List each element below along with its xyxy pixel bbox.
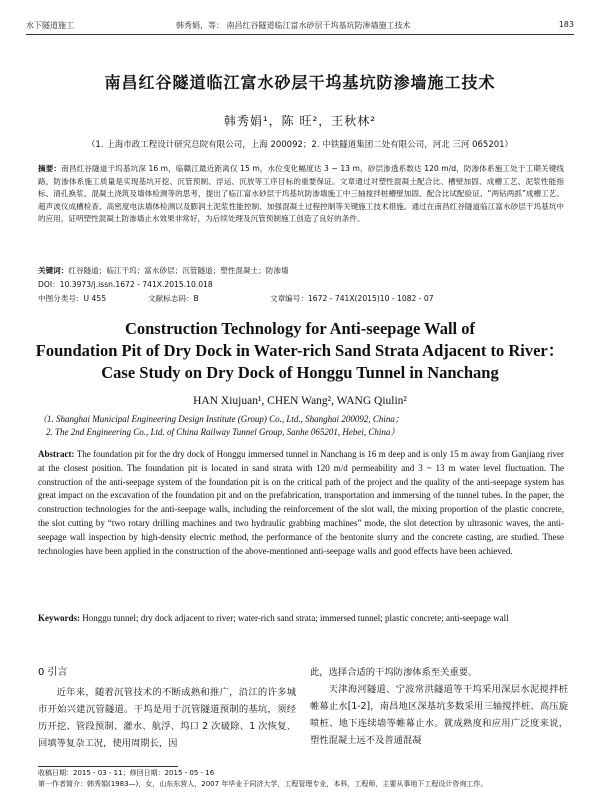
english-abstract-label: Abstract: bbox=[38, 449, 75, 459]
chinese-keywords bbox=[38, 265, 564, 276]
journal-section: 水下隧道施工 bbox=[26, 21, 74, 30]
english-keywords-label: Keywords: bbox=[38, 613, 80, 623]
running-title: 韩秀娟，等： 南昌红谷隧道临江富水砂层干坞基坑防渗墙施工技术 bbox=[176, 21, 411, 30]
clc-number: 中图分类号：U 455 bbox=[38, 294, 107, 303]
chinese-abstract-text: 南昌红谷隧道干坞基坑深 16 m，临赣江最近距离仅 15 m，水位变化幅度达 3 ~ 13 m，砂层渗透系数达 120 m/d，防渗体系施工处于工期关键线路，防渗体系施工质量是实现基坑开挖、沉管预制、浮运、沉放等工序目标的重要保证。文章通过对塑性混凝土配合比、槽壁加固、成槽工艺、泥浆性能指标、清孔换浆、混凝土浇筑及墙体检测等的思考，提出了临江富水砂层干坞基坑防渗墙施工中三轴搅拌桩槽壁加固、配合比试配验证、“两钻两抓”成槽工艺、超声波仪成槽检查、高密度电法墙体检测以及膨润土泥浆性能控制、加强混凝土过程控制等关键施工技术措施。通过在南昌红谷隧道临江富水砂层干坞基坑中的应用，证明塑性混凝土防渗墙止水效果非常好，为后续处理及沉管预制施工创造了良好的条件。 bbox=[38, 164, 565, 224]
received-date: 收稿日期：2015 - 03 - 11；修回日期：2015 - 05 - 16 bbox=[38, 769, 215, 777]
chinese-keywords-label: 关键词： bbox=[38, 266, 69, 275]
english-affiliation-line: （1. Shanghai Municipal Engineering Design Institute (Group) Co., Ltd., Shanghai 200092, China； bbox=[38, 414, 404, 424]
chinese-title: 南昌红谷隧道临江富水砂层干坞基坑防渗墙施工技术 bbox=[104, 73, 496, 92]
running-header bbox=[26, 18, 574, 34]
body-paragraph: 近年来，随着沉管技术的不断成熟和推广，沿江的许多城市开始兴建沉管隧道。干坞是用于沉管隧道预制的基坑，须经历开挖、管段预制、灌水、航浮、坞口 2 次破除、1 次恢复、回填等复杂工况，使用周期长，因 bbox=[38, 687, 296, 749]
body-paragraph: 此，选择合适的干坞防渗体系至关重要。 bbox=[310, 667, 478, 678]
english-title-line: Foundation Pit of Dry Dock in Water-rich Sand Strata Adjacent to River： bbox=[35, 341, 565, 360]
section-heading: 0 引言 bbox=[38, 667, 68, 678]
english-title bbox=[0, 318, 600, 384]
chinese-keywords-text: 红谷隧道；临江干坞；富水砂层；沉管隧道；塑性混凝土；防渗墙 bbox=[68, 266, 289, 275]
english-title-line: Construction Technology for Anti-seepage Wall of bbox=[124, 319, 476, 338]
english-affiliation-line: 2. The 2nd Engineering Co., Ltd. of China Railway Tunnel Group, Sanhe 065201, Hebei, China） bbox=[46, 427, 400, 437]
header-rule bbox=[26, 34, 574, 35]
english-keywords-text: Honggu tunnel; dry dock adjacent to river; water-rich sand strata; immersed tunnel; plastic concrete; anti-seepage wall bbox=[82, 613, 509, 623]
english-abstract-text: The foundation pit for the dry dock of Honggu immersed tunnel in Nanchang is 16 m deep and is only 15 m away from Ganjiang river at the closest position. The foundation pit is located in sand strata with 120 m/d permeability and 3 ~ 13 m water level fluctuation. The construction of the anti-seepage system of the foundation pit is on the critical path of the project and the quality of the anti-seepage system has great impact on the excavation of the foundation pit and on the prefabrication, transportation and immersing of the tunnel tubes. In the paper, the construction technologies for the anti-seepage walls, including the reinforcement of the slot wall, the mixing proportion of the plastic concrete, the slot cutting by “two rotary drilling machines and two hydraulic grabbing machines” mode, the slot detection by ultrasonic waves, the anti-seepage wall inspection by high-density electric method, the performance of the bentonite slurry and the concrete casting, are studied. These technologies have been applied in the construction of the above-mentioned anti-seepage walls and good effects have been achieved. bbox=[38, 449, 564, 556]
english-title-line: Case Study on Dry Dock of Honggu Tunnel in Nanchang bbox=[101, 363, 499, 382]
english-authors: HAN Xiujuan¹, CHEN Wang², WANG Qiulin² bbox=[193, 395, 407, 407]
article-number: 文章编号：1672 - 741X(2015)10 - 1082 - 07 bbox=[270, 294, 434, 303]
document-code: 文献标志码：B bbox=[148, 294, 199, 303]
chinese-affiliation: （1. 上海市政工程设计研究总院有限公司，上海 200092；2. 中铁隧道集团二处有限公司，河北 三河 065201） bbox=[86, 140, 514, 150]
chinese-abstract-label: 摘要： bbox=[38, 164, 62, 173]
english-affiliation bbox=[38, 413, 564, 439]
body-left-column bbox=[38, 664, 296, 752]
chinese-authors: 韩秀娟¹，陈 旺²，王秋林² bbox=[223, 114, 377, 128]
doi: DOI：10.3973/j.issn.1672 - 741X.2015.10.018 bbox=[38, 280, 213, 289]
english-abstract bbox=[38, 448, 564, 558]
footnote bbox=[38, 768, 564, 790]
author-bio: 第一作者简介：韩秀娟(1983—)，女，山东东营人，2007 年毕业于同济大学，工程管理专业，本科，工程师，主要从事地下工程设计咨询工作。 bbox=[38, 780, 488, 788]
english-keywords bbox=[38, 612, 564, 626]
footnote-rule bbox=[38, 766, 178, 767]
chinese-abstract bbox=[38, 163, 564, 226]
body-right-column bbox=[310, 664, 568, 749]
body-paragraph: 天津海河隧道、宁波常洪隧道等干坞采用深层水泥搅拌桩帷幕止水[1-2]，南昌地区深基坑多数采用三轴搅拌桩、高压旋喷桩、地下连续墙等帷幕止水。就成熟度和应用广泛度来说，塑性混凝土远不及普通混凝 bbox=[310, 684, 568, 746]
page-number: 183 bbox=[558, 20, 574, 29]
